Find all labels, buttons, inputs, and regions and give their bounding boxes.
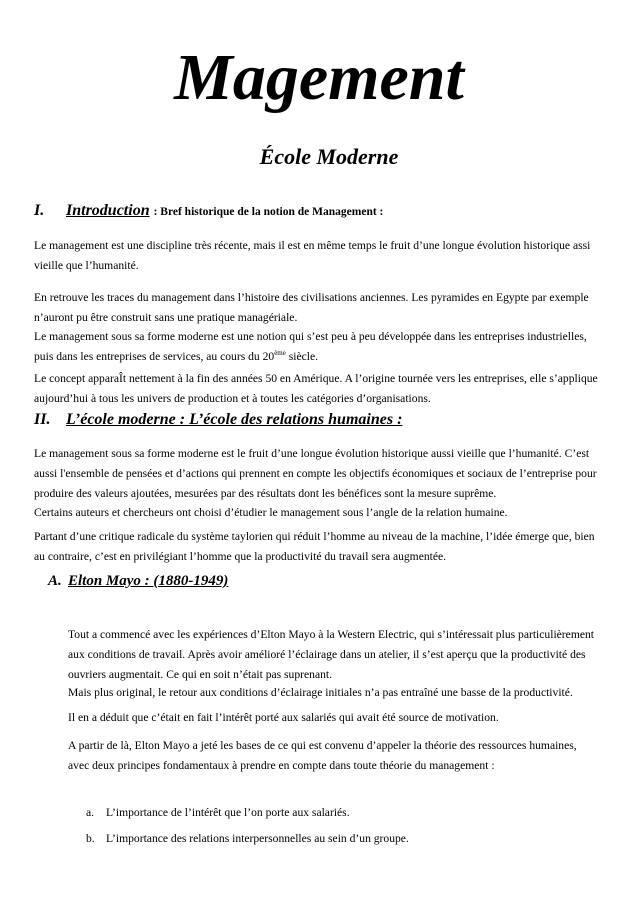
text-line: En retrouve les traces du management dans l’histoire des civilisations anciennes. Les pyramides en Egypte par exemple [34,291,589,304]
text-line: Il en a déduit que c’était en fait l’intérêt porté aux salariés qui avait été source de motivation. [68,711,499,724]
text-line: aux conditions de travail. Après avoir amélioré l’éclairage dans un atelier, il s’est aperçu que la productivité des [68,648,586,661]
section-1-number: I. [34,202,45,219]
text-line: aussi l'ensemble de pensées et d’actions qui prennent en compte les objectifs économiques et sociaux de l’entreprise pour [34,467,597,480]
subsection-a-number: A. [48,573,62,589]
text-line: au contraire, c’est en privilégiant l’homme que la productivité du travail sera augmentée. [34,550,447,563]
text-fragment: siècle. [285,350,319,363]
list-item-text: L’importance de l’intérêt que l’on porte aux salariés. [106,806,350,819]
list-item-marker: b. [86,832,95,845]
text-line: Partant d’une critique radicale du système taylorien qui réduit l’homme au niveau de la machine, l’idée émerge que, bien [34,530,595,543]
text-line: produire des valeurs ajoutées, mesurées par des résultats dont les bénéfices sont la mesure suprême. [34,487,497,500]
text-line: Le management sous sa forme moderne est une notion qui s’est peu à peu développée dans les entreprises industrielles, [34,330,587,343]
text-line: aujourd’hui à tous les univers de production et à toutes les catégories d’organisations. [34,392,431,405]
section-1-paragraph-2 [34,288,608,328]
section-2-heading [34,410,402,430]
superscript: ème [274,349,286,358]
text-line: Le management sous sa forme moderne est le fruit d’une longue évolution historique aussi vieille que l’humanité. C’est [34,447,590,460]
text-line: vieille que l’humanité. [34,259,139,272]
text-line: Le management est une discipline très récente, mais il est en même temps le fruit d’une longue évolution historique assi [34,239,591,252]
text-fragment: puis dans les entreprises de services, au cours du 20 [34,350,275,363]
subsection-a-paragraph-3 [68,708,608,728]
subsection-a-paragraph-4 [68,736,608,776]
subsection-a-heading [48,571,228,591]
text-line: ouvriers augmentait. Ce qui en soit n’était pas suprenant. [68,668,333,681]
text-line: n’auront pu être construit sans une pratique managériale. [34,311,298,324]
section-1-paragraph-1 [34,236,608,276]
section-1-paragraph-3 [34,327,608,367]
section-2-title: L’école moderne : L’école des relations humaines : [66,411,403,428]
document-subtitle: École Moderne [259,144,399,169]
text-line: Le concept apparaÎt nettement à la fin des années 50 en Amérique. A l’origine tournée vers les entreprises, elle s’applique [34,372,598,385]
subsection-a-paragraph-2 [68,683,608,703]
text-line [34,347,608,367]
list-item-text: L’importance des relations interpersonnelles au sein d’un groupe. [106,832,409,845]
list-item-marker: a. [86,806,95,819]
section-2-number: II. [34,411,51,428]
list-item [86,829,409,849]
subsection-a-paragraph-1 [68,625,608,685]
subsection-a-title: Elton Mayo : (1880-1949) [68,573,229,589]
text-line: Certains auteurs et chercheurs ont choisi d’étudier le management sous l’angle de la relation humaine. [34,506,508,519]
section-1-title: Introduction [66,202,150,219]
text-line: Mais plus original, le retour aux conditions d’éclairage initiales n’a pas entraîné une basse de la productivité. [68,686,573,699]
section-2-paragraph-1 [34,444,608,504]
section-1-heading [34,201,383,222]
text-line: avec deux principes fondamentaux à prendre en compte dans toute théorie du management : [68,759,495,772]
section-2-paragraph-2 [34,503,608,523]
text-line: Tout a commencé avec les expériences d’Elton Mayo à la Western Electric, qui s’intéressait plus particulièrement [68,628,594,641]
text-line: A partir de là, Elton Mayo a jeté les bases de ce qui est convenu d’appeler la théorie des ressources humaines, [68,739,577,752]
list-item [86,803,350,823]
section-2-paragraph-3 [34,527,608,567]
document-title: Magement [174,41,464,114]
section-1-paragraph-4 [34,369,608,409]
section-1-subtitle: : Bref historique de la notion de Management : [153,206,384,218]
